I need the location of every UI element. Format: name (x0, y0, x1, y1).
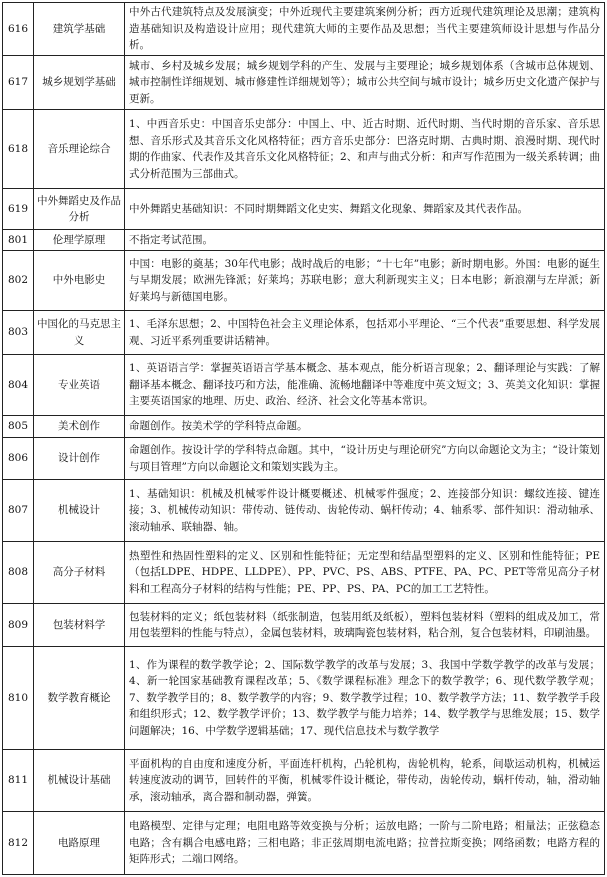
subject-scope: 包装材料的定义；纸包装材料（纸张制造，包装用纸及纸板），塑料包装材料（塑料的组成及加工，常用包装塑料的性能与特点），金属包装材料，玻璃陶瓷包装材料，粘合剂，复合包装材料，印刷油墨。 (125, 604, 605, 647)
subject-scope: 命题创作。按设计学的学科特点命题。其中，“设计历史与理论研究”方向以命题论文为主；“设计策划与项目管理”方向以命题论文和策划实践为主。 (125, 438, 605, 480)
subject-code: 618 (3, 110, 34, 189)
subject-scope: 电路模型、定律与定理；电阻电路等效变换与分析；运放电路；一阶与二阶电路；相量法；正弦稳态电路；含有耦合电感电路；三相电路；非正弦周期电流电路；拉普拉斯变换；网络函数；电路方程的矩阵形式；二端口网络。 (125, 812, 605, 875)
table-row (3, 416, 605, 438)
table-row (3, 480, 605, 542)
subject-scope: 1、作为课程的数学教学论；2、国际数学教学的改革与发展；3、我国中学数学教学的改革与发展；4、新一轮国家基础教育课程改革；5、《数学课程标准》理念下的数学教学；6、现代数学教学观；7、数学教学目的；8、数学教学的内容；9、数学教学过程；10、数学教学方法；11、数学教学手段和组织形式；12、数学教学评价；13、数学教学与能力培养；14、数学教学与思维发展；15、数学问题解决；16、中学数学逻辑基础；17、现代信息技术与数学教学 (125, 647, 605, 750)
subject-name: 美术创作 (34, 416, 125, 438)
subject-code: 802 (3, 251, 34, 311)
subject-name: 建筑学基础 (34, 3, 125, 56)
table-row (3, 311, 605, 355)
table-row (3, 189, 605, 230)
subject-scope: 1、英语语言学：掌握英语语言学基本概念、基本观点，能分析语言现象；2、翻译理论与实践：了解翻译基本概念、翻译技巧和方法，能准确、流畅地翻译中等难度中英文短文；3、英美文化知识：掌握主要英语国家的地理、历史、政治、经济、社会文化等基本常识。 (125, 355, 605, 416)
table-row (3, 56, 605, 110)
table-body (3, 3, 605, 875)
table-row (3, 812, 605, 875)
subject-name: 专业英语 (34, 355, 125, 416)
subject-code: 617 (3, 56, 34, 110)
subject-code: 812 (3, 812, 34, 875)
subject-name: 数学教育概论 (34, 647, 125, 750)
subject-code: 804 (3, 355, 34, 416)
subject-name: 城乡规划学基础 (34, 56, 125, 110)
subject-name: 机械设计基础 (34, 750, 125, 812)
subject-scope: 热塑性和热固性塑料的定义、区别和性能特征；无定型和结晶型塑料的定义、区别和性能特征；PE（包括LDPE、HDPE、LLDPE）、PP、PVC、PS、ABS、PTFE、PA、PC、PET等常见高分子材料和工程高分子材料的结构与性能；PE、PP、PS、PA、PC的加工工艺特性。 (125, 542, 605, 604)
subject-scope: 1、毛泽东思想；2、中国特色社会主义理论体系，包括邓小平理论、“三个代表”重要思想、科学发展观、习近平系列重要讲话精神。 (125, 311, 605, 355)
subject-scope: 不指定考试范围。 (125, 230, 605, 251)
subject-scope: 平面机构的自由度和速度分析，平面连杆机构，凸轮机构，齿轮机构，轮系，间歇运动机构，机械运转速度波动的调节，回转件的平衡，机械零件设计概论，带传动，齿轮传动，蜗杆传动，轴，滑动轴承，滚动轴承，离合器和制动器，弹簧。 (125, 750, 605, 812)
subject-code: 811 (3, 750, 34, 812)
table-row (3, 604, 605, 647)
table-row (3, 438, 605, 480)
table-row (3, 251, 605, 311)
table-row (3, 230, 605, 251)
subject-scope: 中外舞蹈史基础知识：不同时期舞蹈文化史实、舞蹈文化现象、舞蹈家及其代表作品。 (125, 189, 605, 230)
subject-scope: 命题创作。按美术学的学科特点命题。 (125, 416, 605, 438)
subject-scope: 1、中西音乐史：中国音乐史部分：中国上、中、近古时期、近代时期、当代时期的音乐家、音乐思想、音乐形式及其音乐文化风格特征；西方音乐史部分：巴洛克时期、古典时期、浪漫时期、现代时期的作曲家、代表作及其音乐文化风格特征；2、和声与曲式分析：和声写作范围为一级关系转调；曲式分析范围为三部曲式。 (125, 110, 605, 189)
table-row (3, 542, 605, 604)
subject-code: 810 (3, 647, 34, 750)
subject-name: 中国化的马克思主义 (34, 311, 125, 355)
syllabus-sheet (2, 2, 605, 875)
subject-scope: 1、基础知识：机械及机械零件设计概要概述、机械零件强度；2、连接部分知识：螺纹连接、键连接；3、机械传动知识：带传动、链传动、齿轮传动、蜗杆传动；4、轴系零、部件知识：滑动轴承、滚动轴承、联轴器、轴。 (125, 480, 605, 542)
subject-code: 616 (3, 3, 34, 56)
table-row (3, 3, 605, 56)
exam-subject-table (2, 2, 605, 875)
subject-name: 音乐理论综合 (34, 110, 125, 189)
subject-code: 805 (3, 416, 34, 438)
subject-name: 中外舞蹈史及作品分析 (34, 189, 125, 230)
subject-name: 高分子材料 (34, 542, 125, 604)
subject-scope: 中国：电影的奠基；30年代电影；战时战后的电影；“十七年”电影；新时期电影。外国：电影的诞生与早期发展；欧洲先锋派；好莱坞；苏联电影；意大利新现实主义；日本电影；新浪潮与左岸派；新好莱坞与新德国电影。 (125, 251, 605, 311)
subject-code: 807 (3, 480, 34, 542)
subject-code: 809 (3, 604, 34, 647)
subject-name: 中外电影史 (34, 251, 125, 311)
subject-code: 619 (3, 189, 34, 230)
table-row (3, 647, 605, 750)
table-row (3, 110, 605, 189)
table-row (3, 355, 605, 416)
subject-scope: 城市、乡村及城乡发展；城乡规划学科的产生、发展与主要理论；城乡规划体系（含城市总体规划、城市控制性详细规划、城市修建性详细规划等）；城市公共空间与城市设计；城乡历史文化遗产保护与更新。 (125, 56, 605, 110)
subject-name: 伦理学原理 (34, 230, 125, 251)
subject-name: 电路原理 (34, 812, 125, 875)
subject-code: 808 (3, 542, 34, 604)
subject-code: 803 (3, 311, 34, 355)
subject-name: 设计创作 (34, 438, 125, 480)
subject-scope: 中外古代建筑特点及发展演变；中外近现代主要建筑案例分析；西方近现代建筑理论及思潮；建筑构造基础知识及构造设计应用；现代建筑大师的主要作品及思想；当代主要建筑师设计思想与作品分析。 (125, 3, 605, 56)
subject-code: 806 (3, 438, 34, 480)
subject-name: 机械设计 (34, 480, 125, 542)
table-row (3, 750, 605, 812)
subject-code: 801 (3, 230, 34, 251)
subject-name: 包装材料学 (34, 604, 125, 647)
